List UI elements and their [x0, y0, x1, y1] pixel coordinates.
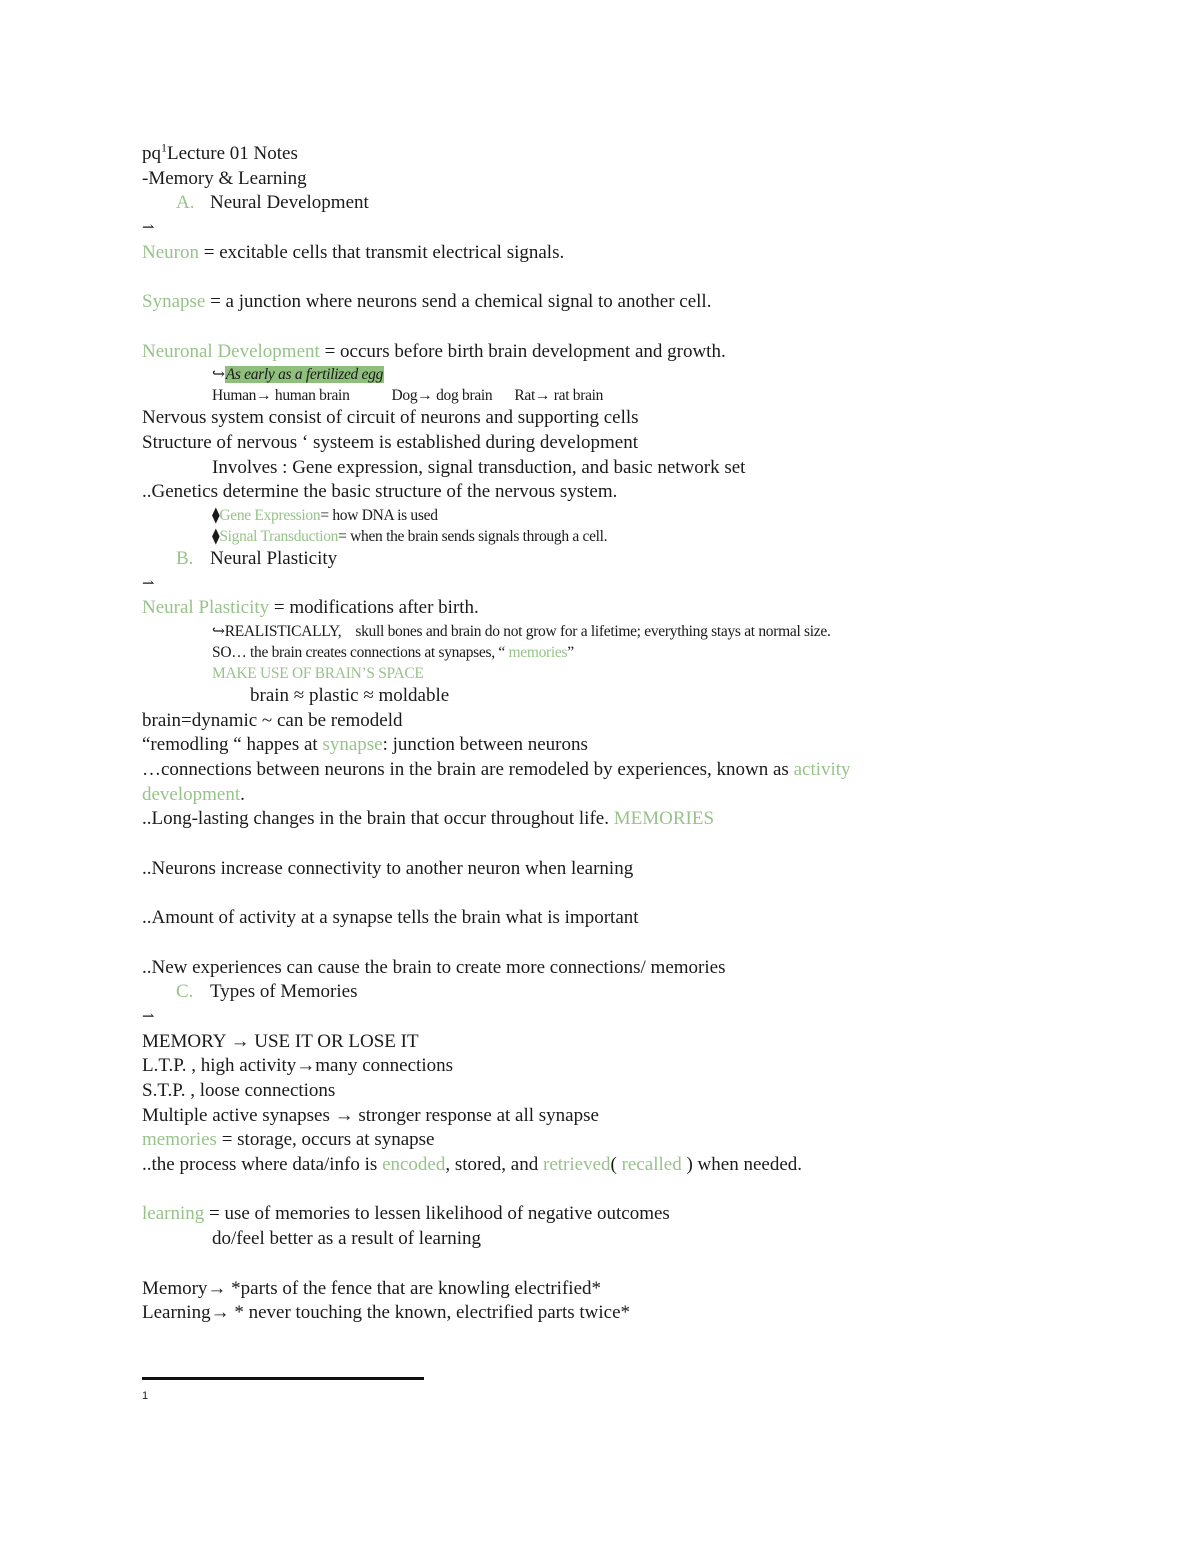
term: retrieved [543, 1154, 611, 1176]
notes-body [142, 142, 1072, 1326]
text: ( [610, 1154, 622, 1176]
note-species-brains [142, 385, 1072, 406]
term: learning [142, 1203, 205, 1225]
diamond-bullet-icon: ⧫ [212, 506, 220, 524]
title-text: Lecture 01 Notes [167, 143, 298, 164]
section-heading-a [142, 191, 1072, 216]
text-line: Involves : Gene expression, signal transduction, and basic network set [212, 456, 746, 478]
definition-memories [142, 1128, 1072, 1153]
note-so [142, 642, 1072, 663]
term: activity [793, 759, 851, 781]
text-line: MEMORY → USE IT OR LOSE IT [142, 1030, 419, 1052]
definition: = storage, occurs at synapse [216, 1129, 435, 1151]
emphasis: REALISTICALLY, [224, 623, 342, 640]
hook-arrow-icon: ↪ [212, 623, 225, 640]
text-line: Structure of nervous ‘ systeem is established during development [142, 431, 639, 453]
definition-synapse [142, 290, 1072, 315]
text-line: do/feel better as a result of learning [212, 1228, 482, 1250]
text-line: brain=dynamic ~ can be remodeld [142, 709, 403, 731]
text-line: brain ≈ plastic ≈ moldable [250, 685, 450, 706]
bullet-gene-expression [142, 505, 1072, 526]
term: recalled [621, 1154, 682, 1176]
definition-neural-plasticity [142, 596, 1072, 621]
dog-brain: Dog→ dog brain [391, 387, 493, 405]
definition-neuron [142, 241, 1072, 266]
term: synapse [322, 734, 383, 756]
term: encoded [382, 1154, 446, 1176]
hook-arrow-icon: ↪ [212, 366, 225, 384]
note-text: SO… the brain creates connections at synapses, “ [212, 644, 509, 661]
text: ) when needed. [681, 1154, 802, 1176]
human-brain: Human→ human brain [212, 387, 350, 405]
text-line: ..Amount of activity at a synapse tells the brain what is important [142, 907, 639, 929]
term: development [142, 783, 241, 805]
title-prefix: pq [142, 143, 161, 164]
text-line: Multiple active synapses → stronger response at all synapse [142, 1104, 599, 1126]
text-line: ..Genetics determine the basic structure of the nervous system. [142, 481, 618, 503]
text-line-connections-cont [142, 783, 1072, 808]
term: Neuronal Development [142, 340, 320, 362]
highlighted-text: As early as a fertilized egg [225, 366, 384, 384]
text-line-remodling [142, 733, 1072, 758]
diamond-bullet-icon: ⧫ [212, 527, 220, 545]
note-fertilized-egg [142, 364, 1072, 385]
section-heading-b [142, 547, 1072, 572]
text: , stored, and [445, 1154, 543, 1176]
definition: = use of memories to lessen likelihood of negative outcomes [204, 1203, 670, 1225]
text-line-process [142, 1153, 1072, 1178]
text-line: Learning→ * never touching the known, electrified parts twice* [142, 1302, 631, 1324]
footnote-reference[interactable]: 1 [161, 140, 167, 155]
section-title: Types of Memories [210, 981, 358, 1003]
term: MEMORIES [613, 808, 715, 830]
rat-brain: Rat→ rat brain [514, 387, 604, 405]
text-line: Memory→ *parts of the fence that are knowling electrified* [142, 1277, 601, 1299]
definition: = a junction where neurons send a chemical signal to another cell. [205, 291, 712, 313]
section-letter: A. [176, 192, 195, 214]
note-make-use: MAKE USE OF BRAIN’S SPACE [212, 665, 424, 682]
footnote-number: 1 [142, 1390, 149, 1402]
arrow-mark: ⇀ [142, 220, 155, 237]
note-text: ” [567, 644, 574, 661]
section-heading-c [142, 980, 1072, 1005]
definition-neuronal-development [142, 340, 1072, 365]
definition-learning [142, 1202, 1072, 1227]
term: memories [508, 644, 568, 661]
text: …connections between neurons in the brain are remodeled by experiences, known as [142, 759, 794, 781]
text-line: Nervous system consist of circuit of neurons and supporting cells [142, 407, 639, 429]
text-line-connections [142, 758, 1072, 783]
term: Signal Transduction [219, 527, 339, 545]
text: “remodling “ happes at [142, 734, 323, 756]
section-letter: C. [176, 981, 194, 1003]
text: ..Long-lasting changes in the brain that occur throughout life. [142, 808, 614, 830]
definition: = occurs before birth brain development and growth. [319, 340, 726, 362]
footnote-separator [142, 1377, 424, 1380]
arrow-mark: ⇀ [142, 1008, 155, 1025]
definition: = modifications after birth. [269, 597, 479, 619]
note-realistically [142, 621, 1072, 642]
text: . [240, 783, 245, 805]
text-line: L.T.P. , high activity→many connections [142, 1055, 453, 1077]
note-text: skull bones and brain do not grow for a lifetime; everything stays at normal size. [355, 623, 831, 640]
page-title [142, 142, 1072, 167]
text-line-long-lasting [142, 807, 1072, 832]
arrow-mark: ⇀ [142, 575, 155, 592]
term: Synapse [142, 291, 206, 313]
term: Neural Plasticity [142, 597, 270, 619]
text: ..the process where data/info is [142, 1154, 383, 1176]
term: Neuron [142, 241, 199, 263]
definition: = excitable cells that transmit electrical signals. [198, 241, 565, 263]
definition: = how DNA is used [320, 506, 438, 524]
section-title: Neural Development [210, 192, 369, 214]
definition: = when the brain sends signals through a cell. [338, 527, 608, 545]
text-line: ..New experiences can cause the brain to create more connections/ memories [142, 956, 726, 978]
text-line: ..Neurons increase connectivity to another neuron when learning [142, 857, 634, 879]
section-title: Neural Plasticity [210, 547, 338, 569]
term: Gene Expression [219, 506, 321, 524]
bullet-signal-transduction [142, 526, 1072, 547]
section-letter: B. [176, 547, 194, 569]
subtitle: -Memory & Learning [142, 167, 307, 189]
text: : junction between neurons [382, 734, 588, 756]
term: memories [142, 1129, 217, 1151]
text-line: S.T.P. , loose connections [142, 1080, 336, 1101]
